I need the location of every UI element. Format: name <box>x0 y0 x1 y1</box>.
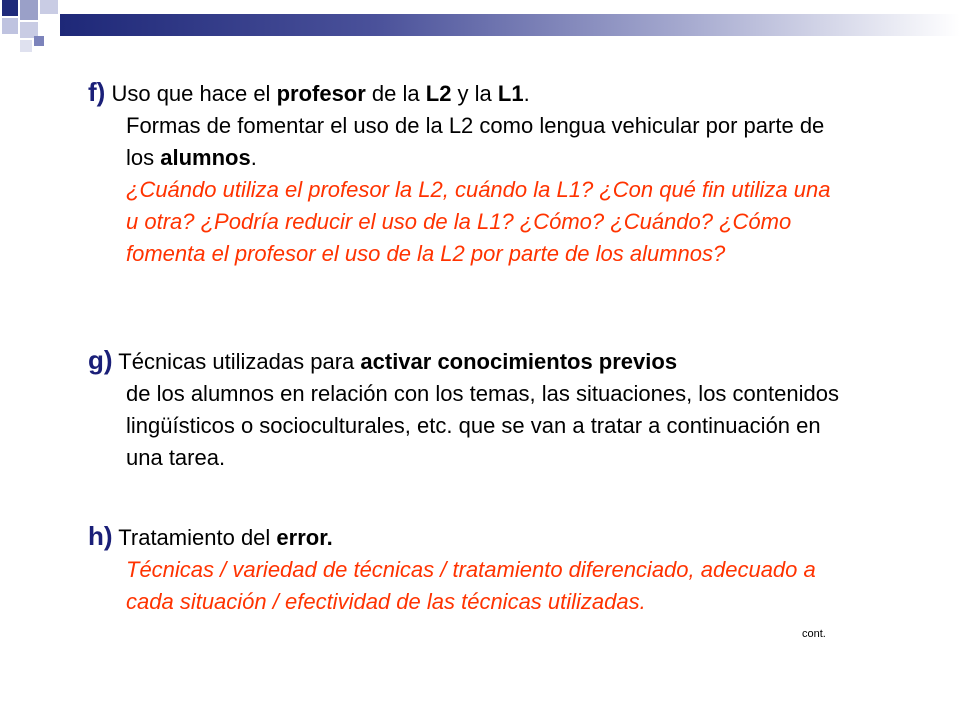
section-f-questions: ¿Cuándo utiliza el profesor la L2, cuándo la L1? ¿Con qué fin utiliza una u otra? ¿Podría reducir el uso de la L1? ¿Cómo? ¿Cuándo? ¿Cómo fomenta el profesor el uso de la L2 por parte de los alumnos? <box>126 177 831 266</box>
text: Tratamiento del <box>118 525 277 550</box>
deco-square <box>40 0 58 14</box>
bold-text: error. <box>276 525 333 550</box>
text: . <box>523 81 530 106</box>
continued-note: cont. <box>802 628 826 640</box>
section-f-letter: f) <box>88 77 106 107</box>
section-g-letter: g) <box>88 345 113 375</box>
section-h-heading <box>88 520 848 554</box>
section-h <box>88 520 848 618</box>
text: Uso que hace el <box>111 81 277 106</box>
bold-text: activar conocimientos previos <box>360 349 678 374</box>
text: de la <box>365 81 426 106</box>
deco-square <box>34 36 44 46</box>
section-f <box>88 76 848 270</box>
deco-square <box>2 0 18 16</box>
section-f-body <box>88 110 848 270</box>
title-gradient-bar <box>60 14 960 36</box>
text: Técnicas utilizadas para <box>118 349 361 374</box>
section-h-questions: Técnicas / variedad de técnicas / tratamiento diferenciado, adecuado a cada situación / efectividad de las técnicas utilizadas. <box>126 557 816 614</box>
section-h-letter: h) <box>88 521 113 551</box>
text: y la <box>451 81 498 106</box>
bold-text: profesor <box>276 81 366 106</box>
bold-text: alumnos <box>160 145 251 170</box>
text: Formas de fomentar el uso de la L2 como lengua vehicular por parte de los <box>126 113 825 170</box>
section-g <box>88 344 848 474</box>
section-g-body: de los alumnos en relación con los temas, las situaciones, los contenidos lingüísticos o socioculturales, etc. que se van a tratar a continuación en una tarea. <box>126 381 839 470</box>
text: . <box>250 145 257 170</box>
section-g-heading <box>88 344 848 378</box>
deco-square <box>20 40 32 52</box>
deco-square <box>20 0 38 20</box>
bold-text: L2 <box>425 81 452 106</box>
section-f-heading <box>88 76 848 110</box>
bold-text: L1 <box>497 81 524 106</box>
deco-square <box>2 18 18 34</box>
